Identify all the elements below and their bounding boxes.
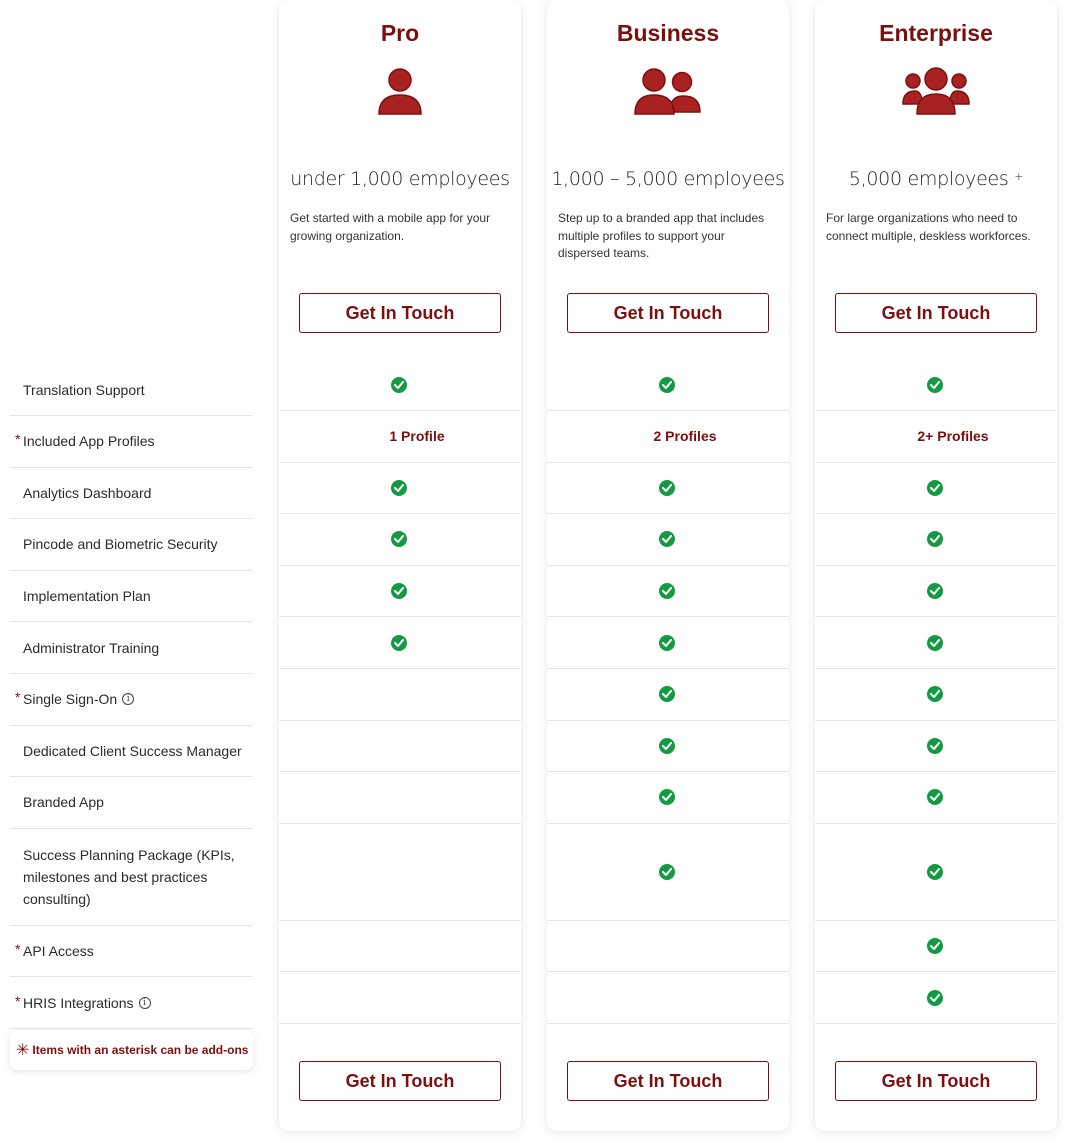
- plan-description: Step up to a branded app that includes multiple profiles to support your dispersed teams.: [558, 211, 765, 260]
- get-in-touch-button-enterprise-bottom[interactable]: Get In Touch: [835, 1061, 1037, 1101]
- feature-label-row: [10, 416, 253, 468]
- info-icon[interactable]: i: [122, 693, 134, 705]
- plan-size: 1,000 – 5,000 employees: [551, 168, 785, 190]
- feature-label-row: [10, 622, 253, 674]
- feature-values-enterprise: [815, 360, 1057, 1024]
- get-in-touch-button-business-bottom[interactable]: Get In Touch: [567, 1061, 769, 1101]
- check-icon: [927, 738, 943, 754]
- feature-label: Single Sign-On: [23, 691, 118, 708]
- check-icon: [927, 864, 943, 880]
- feature-label-row: [10, 519, 253, 571]
- feature-label-row: [10, 977, 253, 1029]
- addons-note-text: Items with an asterisk can be add-ons: [32, 1043, 249, 1057]
- feature-value-row: [815, 772, 1057, 824]
- plan-description: For large organizations who need to connect multiple, deskless workforces.: [826, 211, 1031, 243]
- feature-value-row: [279, 566, 521, 618]
- feature-label: Included App Profiles: [23, 433, 155, 450]
- check-icon: [391, 480, 407, 496]
- check-icon: [659, 864, 675, 880]
- asterisk-marker: *: [15, 940, 21, 957]
- feature-value-row: [547, 669, 789, 721]
- feature-label: Pincode and Biometric Security: [23, 536, 218, 553]
- feature-label-row: [10, 571, 253, 623]
- feature-label-row: [10, 829, 253, 926]
- check-icon: [659, 686, 675, 702]
- feature-value-row: [547, 921, 789, 973]
- check-icon: [659, 738, 675, 754]
- feature-value-row: [815, 972, 1057, 1024]
- feature-value-row: [547, 972, 789, 1024]
- feature-value-row: [547, 824, 789, 921]
- plan-title: Business: [616, 20, 720, 46]
- feature-value-row: [547, 772, 789, 824]
- plan-title: Enterprise: [879, 20, 993, 46]
- plan-title: Pro: [380, 20, 420, 46]
- feature-value-row: [279, 669, 521, 721]
- asterisk-marker: *: [15, 689, 21, 706]
- profile-count: 2+ Profiles: [917, 428, 989, 445]
- get-in-touch-button-pro-top[interactable]: Get In Touch: [299, 293, 501, 333]
- feature-value-row: [279, 463, 521, 515]
- asterisk-marker: *: [15, 431, 21, 448]
- feature-value-row: [547, 566, 789, 618]
- feature-label: Dedicated Client Success Manager: [23, 742, 242, 759]
- check-icon: [927, 990, 943, 1006]
- plan-description: Get started with a mobile app for your growing organization.: [290, 211, 491, 243]
- get-in-touch-button-enterprise-top[interactable]: Get In Touch: [835, 293, 1037, 333]
- check-icon: [391, 377, 407, 393]
- feature-label: HRIS Integrations: [23, 994, 134, 1011]
- addons-note: [10, 1030, 253, 1070]
- feature-value-row: [279, 824, 521, 921]
- two-users-icon: [547, 66, 789, 118]
- feature-value-row: [279, 972, 521, 1024]
- profile-count: 1 Profile: [389, 428, 445, 445]
- feature-label-row: [10, 726, 253, 778]
- feature-label: Implementation Plan: [23, 588, 151, 605]
- check-icon: [391, 531, 407, 547]
- plan-card-pro: [279, 0, 521, 1131]
- feature-labels-column: [10, 365, 253, 1029]
- check-icon: [659, 480, 675, 496]
- feature-value-row: [279, 617, 521, 669]
- check-icon: [927, 635, 943, 651]
- feature-value-row: [547, 360, 789, 411]
- check-icon: [927, 531, 943, 547]
- feature-value-row: [279, 411, 521, 463]
- check-icon: [927, 686, 943, 702]
- feature-label-row: [10, 926, 253, 978]
- check-icon: [659, 377, 675, 393]
- feature-value-row: [815, 824, 1057, 921]
- group-users-icon: [815, 66, 1057, 118]
- feature-value-row: [547, 463, 789, 515]
- asterisk-icon: ✳: [16, 1042, 30, 1059]
- feature-label-row: [10, 674, 253, 726]
- feature-label-row: [10, 365, 253, 416]
- plan-size: 5,000 employees +: [848, 168, 1024, 190]
- check-icon: [927, 377, 943, 393]
- asterisk-marker: *: [15, 992, 21, 1009]
- feature-label: Branded App: [23, 794, 104, 811]
- feature-value-row: [279, 360, 521, 411]
- feature-value-row: [547, 721, 789, 773]
- feature-value-row: [815, 514, 1057, 566]
- feature-label: Success Planning Package (KPIs, milestones and best practices consulting): [23, 846, 235, 907]
- feature-values-pro: [279, 360, 521, 1024]
- feature-value-row: [815, 566, 1057, 618]
- feature-value-row: [547, 617, 789, 669]
- check-icon: [391, 635, 407, 651]
- feature-value-row: [815, 411, 1057, 463]
- feature-label-row: [10, 468, 253, 520]
- plan-card-business: [547, 0, 789, 1131]
- check-icon: [927, 789, 943, 805]
- feature-value-row: [279, 772, 521, 824]
- feature-value-row: [279, 514, 521, 566]
- feature-label-row: [10, 777, 253, 829]
- feature-value-row: [547, 411, 789, 463]
- feature-value-row: [815, 721, 1057, 773]
- get-in-touch-button-business-top[interactable]: Get In Touch: [567, 293, 769, 333]
- plan-size: under 1,000 employees: [290, 168, 510, 190]
- check-icon: [659, 789, 675, 805]
- feature-value-row: [815, 921, 1057, 973]
- plan-card-enterprise: [815, 0, 1057, 1131]
- check-icon: [659, 531, 675, 547]
- get-in-touch-button-pro-bottom[interactable]: Get In Touch: [299, 1061, 501, 1101]
- feature-value-row: [279, 721, 521, 773]
- feature-value-row: [815, 463, 1057, 515]
- info-icon[interactable]: i: [139, 997, 151, 1009]
- check-icon: [659, 635, 675, 651]
- feature-label: API Access: [23, 943, 94, 960]
- feature-values-business: [547, 360, 789, 1024]
- check-icon: [927, 480, 943, 496]
- check-icon: [659, 583, 675, 599]
- feature-label: Analytics Dashboard: [23, 484, 152, 501]
- check-icon: [927, 938, 943, 954]
- feature-value-row: [815, 360, 1057, 411]
- check-icon: [927, 583, 943, 599]
- feature-value-row: [279, 921, 521, 973]
- feature-value-row: [815, 669, 1057, 721]
- feature-value-row: [547, 514, 789, 566]
- single-user-icon: [279, 66, 521, 118]
- profile-count: 2 Profiles: [653, 428, 717, 445]
- check-icon: [391, 583, 407, 599]
- feature-label: Translation Support: [23, 382, 145, 398]
- feature-value-row: [815, 617, 1057, 669]
- feature-label: Administrator Training: [23, 639, 160, 656]
